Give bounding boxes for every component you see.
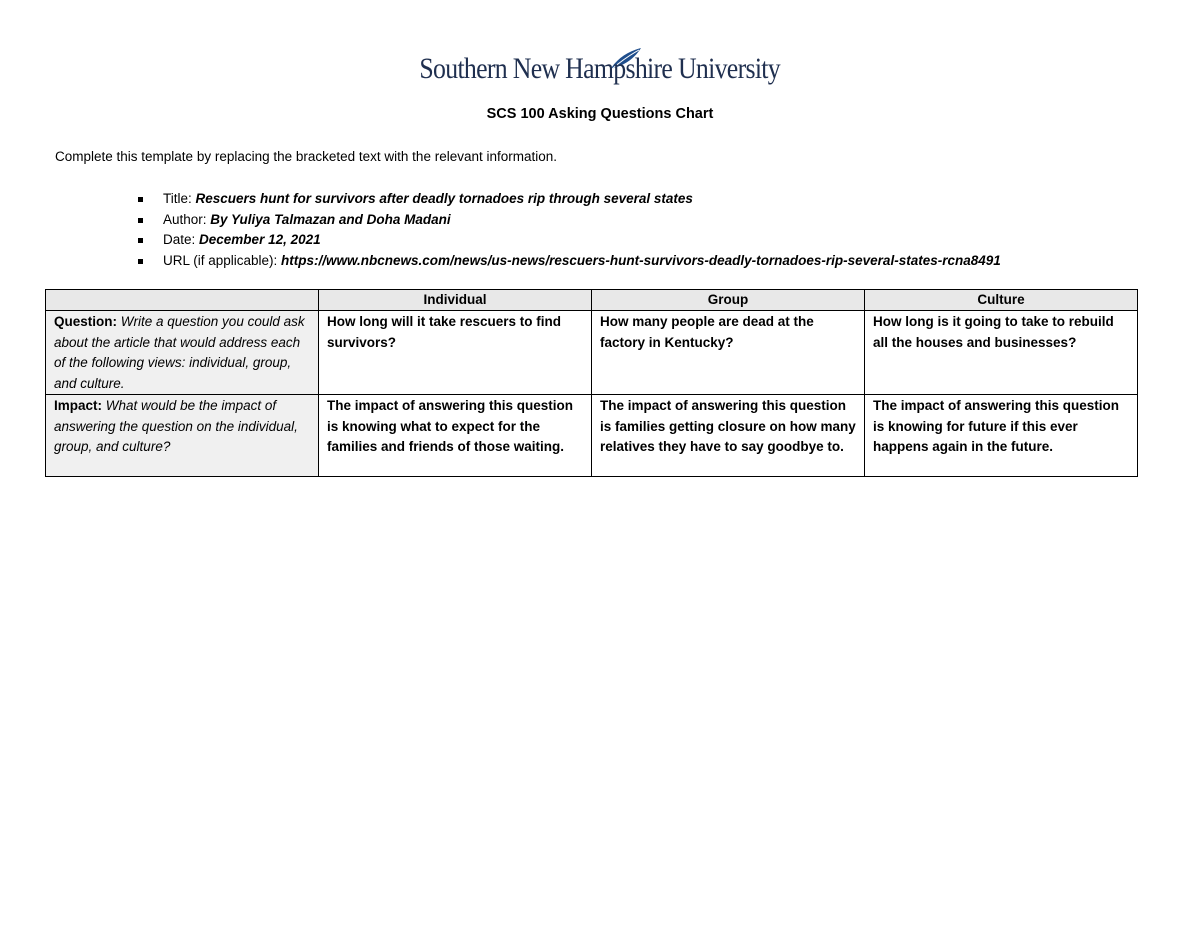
cell-impact-group: The impact of answering this question is families getting closure on how many relatives they have to say goodbye to. xyxy=(592,395,865,477)
header-individual: Individual xyxy=(319,290,592,311)
asking-questions-table xyxy=(45,289,1138,477)
logo-wordmark: Southern New Hampshire University xyxy=(419,52,781,85)
meta-label: URL (if applicable): xyxy=(163,252,282,268)
meta-item-author xyxy=(138,210,1001,231)
meta-label: Author: xyxy=(163,211,211,227)
row-label-question xyxy=(46,311,319,395)
header-group: Group xyxy=(592,290,865,311)
meta-item-date xyxy=(138,230,1001,251)
row-label-impact xyxy=(46,395,319,477)
bullet-icon xyxy=(138,197,143,202)
cell-impact-culture: The impact of answering this question is knowing for future if this ever happens again in the future. xyxy=(865,395,1138,477)
meta-label: Title: xyxy=(163,191,196,206)
row-label: Impact: xyxy=(54,398,103,413)
intro-text: Complete this template by replacing the bracketed text with the relevant information. xyxy=(55,149,558,164)
cell-question-group: How many people are dead at the factory in Kentucky? xyxy=(592,311,865,395)
cell-question-culture: How long is it going to take to rebuild all the houses and businesses? xyxy=(865,311,1138,395)
row-label: Question: xyxy=(54,314,117,329)
meta-value: December 12, 2021 xyxy=(199,232,321,247)
university-logo xyxy=(0,52,1200,86)
cell-question-individual: How long will it take rescuers to find survivors? xyxy=(319,311,592,395)
bullet-icon xyxy=(138,259,143,264)
table-header-row xyxy=(46,290,1138,311)
bullet-icon xyxy=(138,238,143,243)
meta-value: https://www.nbcnews.com/news/us-news/rescuers-hunt-survivors-deadly-tornadoes-rip-several-states-rcna8491 xyxy=(281,252,1001,268)
bullet-icon xyxy=(138,218,143,223)
meta-item-title xyxy=(138,189,1001,210)
cell-impact-individual: The impact of answering this question is knowing what to expect for the families and friends of those waiting. xyxy=(319,395,592,477)
meta-label: Date: xyxy=(163,232,200,247)
article-metadata-list xyxy=(138,189,1001,271)
row-prompt: Write a question you could ask about the article that would address each of the following views: individual, group, and culture. xyxy=(54,314,305,391)
table-row-question xyxy=(46,311,1138,395)
page-title: SCS 100 Asking Questions Chart xyxy=(486,106,714,122)
header-culture: Culture xyxy=(865,290,1138,311)
table-row-impact xyxy=(46,395,1138,477)
row-prompt: What would be the impact of answering the question on the individual, group, and culture? xyxy=(54,398,298,454)
header-blank xyxy=(46,290,319,311)
meta-value: By Yuliya Talmazan and Doha Madani xyxy=(210,211,451,227)
meta-item-url xyxy=(138,251,1001,272)
meta-value: Rescuers hunt for survivors after deadly tornadoes rip through several states xyxy=(195,191,693,206)
